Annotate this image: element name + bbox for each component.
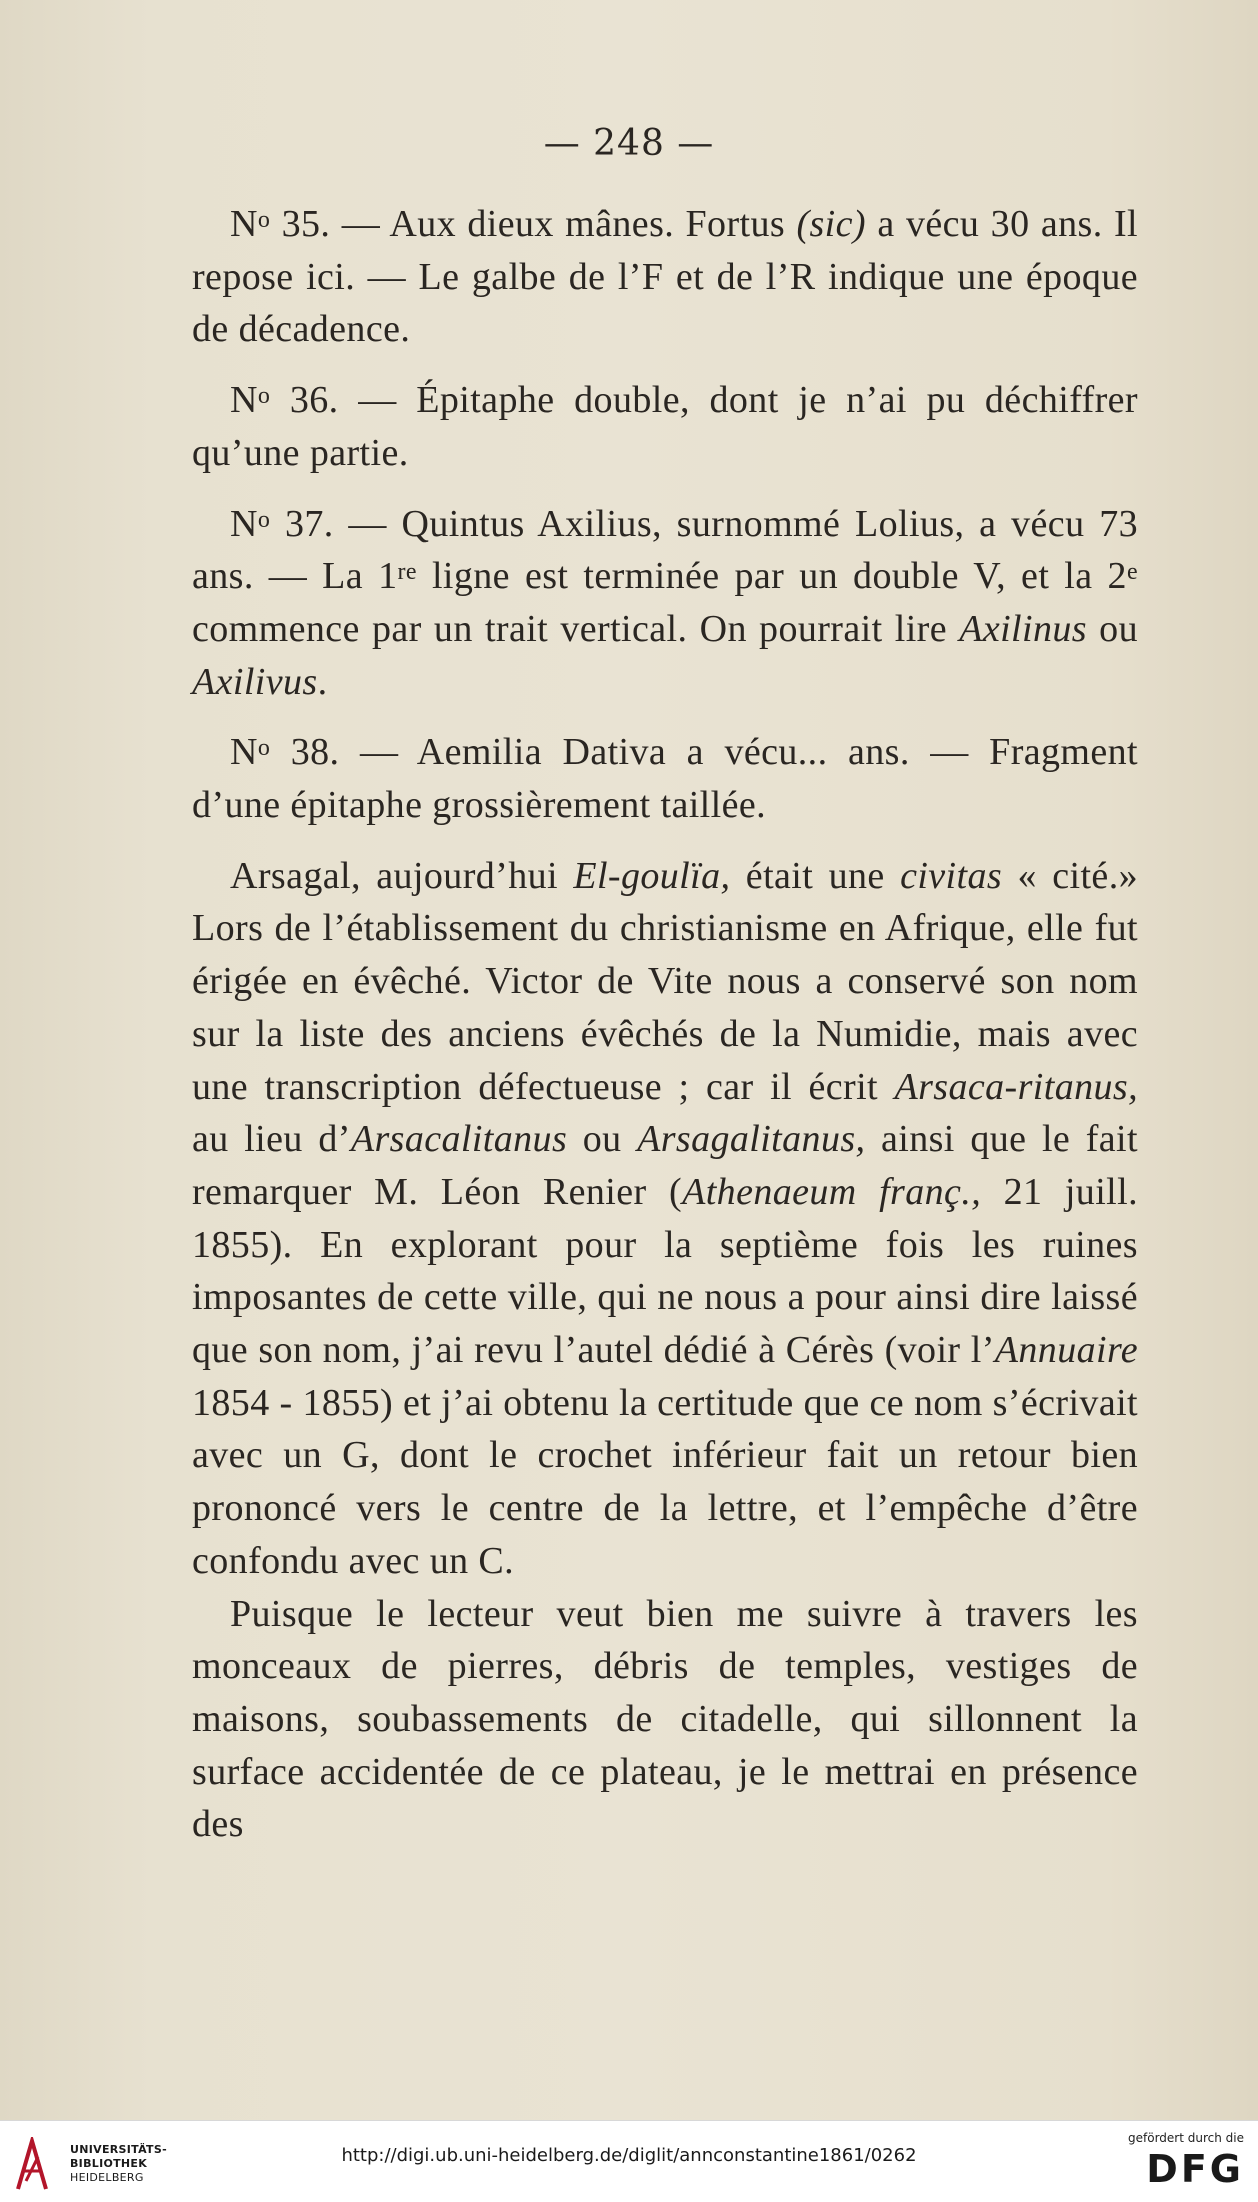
body-text <box>192 198 1138 1851</box>
sic-note: (sic) <box>796 203 866 245</box>
term-civitas: civitas <box>900 854 1003 897</box>
term-el-goulia: El-goulïa, <box>573 854 731 897</box>
dfg-wordmark: DFG <box>1146 2147 1244 2191</box>
name-axilivus: Axilivus <box>192 660 318 703</box>
term-arsagalitanus: Arsagalitanus, <box>637 1118 866 1161</box>
term-arsacaritanus: Arsaca-ritanus, <box>894 1065 1138 1108</box>
number-sign: $N^o$ <box>230 379 271 422</box>
library-name-line3: HEIDELBERG <box>70 2171 144 2184</box>
name-axilinus: Axilinus <box>959 607 1087 650</box>
funding-logo[interactable] <box>1114 2131 1244 2195</box>
library-name-line1: UNIVERSITÄTS- <box>70 2143 167 2156</box>
funding-caption: gefördert durch die <box>1128 2131 1244 2145</box>
number-sign: $N^o$ <box>230 731 271 774</box>
paragraph-no-37: $N^o$ 37. — Quintus Axilius, surnommé Lolius, a vécu 73 ans. — La 1re ligne est terminée par un double V, et la 2e commence par un trait vertical. On pourrait lire Axilinus ou Axilivus. <box>192 502 1138 703</box>
library-name-line2: BIBLIOTHEK <box>70 2157 148 2170</box>
number-sign: $N^o$ <box>230 502 271 545</box>
footer-bar <box>0 2120 1258 2202</box>
paragraph-arsagal: Arsagal, aujourd’hui El-goulïa, était une civitas « cité.» Lors de l’établissement du christianisme en Afrique, elle fut érigée en évêché. Victor de Vite nous a conservé son nom sur la liste des anciens évêchés de la Numidie, mais avec une transcription défectueuse ; car il écrit Arsaca-ritanus, au lieu d’Arsacalitanus ou Arsagalitanus, ainsi que le fait remarquer M. Léon Renier (Athenaeum franç., 21 juill. 1855). En explorant pour la septième fois les ruines imposantes de cette ville, qui ne nous a pour ainsi dire laissé que son nom, j’ai revu l’autel dédié à Cérès (voir l’Annuaire 1854 - 1855) et j’ai obtenu la certitude que ce nom s’écrivait avec un G, dont le crochet inférieur fait un retour bien prononcé vers le centre de la lettre, et l’empêche d’être confondu avec un C. <box>192 854 1138 1582</box>
term-arsacalitanus: Arsacalitanus <box>350 1118 568 1161</box>
paragraph-no-35: $N^o$ 35. — Aux dieux mânes. Fortus (sic) a vécu 30 ans. Il repose ici. — Le galbe de l’F et de l’R indique une époque de décadence. <box>192 203 1138 351</box>
citation-annuaire: Annuaire <box>994 1329 1138 1372</box>
permalink-url[interactable]: http://digi.ub.uni-heidelberg.de/diglit/annconstantine1861/0262 <box>341 2145 917 2166</box>
paragraph-no-38: $N^o$ 38. — Aemilia Dativa a vécu... ans. — Fragment d’une épitaphe grossièrement taillée. <box>192 731 1138 827</box>
number-sign: $N^o$ <box>230 203 271 245</box>
paragraph-puisque: Puisque le lecteur veut bien me suivre à travers les monceaux de pierres, débris de temples, vestiges de maisons, soubassements de citadelle, qui sillonnent la surface accidentée de ce plateau, je le mettrai en présence des <box>192 1592 1138 1846</box>
citation-athenaeum: Athenaeum franç., <box>682 1170 982 1213</box>
page-number: — 248 — <box>543 123 715 164</box>
paragraph-no-36: $N^o$ 36. — Épitaphe double, dont je n’ai pu déchiffrer qu’une partie. <box>192 379 1138 474</box>
